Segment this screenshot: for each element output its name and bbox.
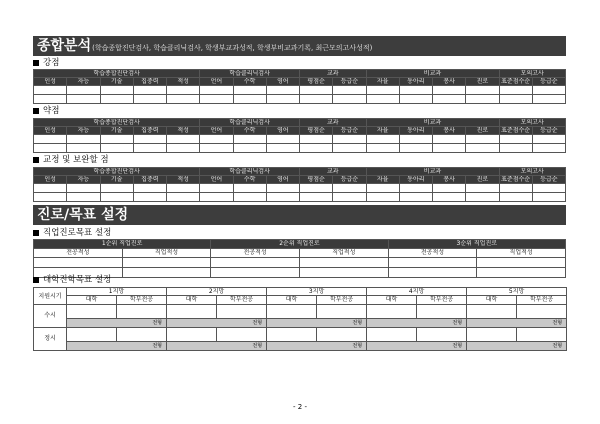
sub-header-cell: 학부전공 bbox=[217, 296, 267, 305]
correction-title: 교정 및 보완할 점 bbox=[43, 155, 109, 165]
group-header-cell: 교과 bbox=[300, 168, 367, 176]
column-header-cell: 동아리 bbox=[399, 127, 432, 135]
entry-cell[interactable] bbox=[532, 144, 565, 153]
entry-cell[interactable] bbox=[466, 135, 499, 144]
sub-header-cell: 대학 bbox=[67, 296, 117, 305]
period-label-cell: 수시 bbox=[34, 305, 67, 328]
entry-cell[interactable] bbox=[133, 193, 166, 202]
table-row bbox=[34, 184, 566, 193]
banner-title: 종합분석 bbox=[37, 38, 92, 54]
strength-heading bbox=[33, 58, 59, 68]
column-header-row bbox=[34, 127, 566, 135]
column-header-cell: 자능 bbox=[67, 78, 100, 86]
entry-cell[interactable] bbox=[233, 193, 266, 202]
table-row bbox=[34, 95, 566, 104]
entry-cell[interactable] bbox=[366, 193, 399, 202]
entry-cell[interactable] bbox=[466, 144, 499, 153]
entry-cell[interactable] bbox=[466, 95, 499, 104]
entry-cell[interactable] bbox=[300, 86, 333, 95]
admission-type-cell: 전형 bbox=[67, 342, 167, 351]
weakness-heading bbox=[33, 106, 59, 116]
entry-cell[interactable] bbox=[499, 144, 532, 153]
entry-cell[interactable] bbox=[467, 305, 517, 319]
column-header-cell: 집중력 bbox=[133, 127, 166, 135]
column-header-cell: 인성 bbox=[34, 176, 67, 184]
entry-cell[interactable] bbox=[200, 86, 233, 95]
entry-cell[interactable] bbox=[366, 86, 399, 95]
group-header-cell: 모의고사 bbox=[499, 119, 566, 127]
entry-cell[interactable] bbox=[299, 268, 388, 278]
column-header-cell: 동아리 bbox=[399, 78, 432, 86]
entry-cell[interactable] bbox=[366, 144, 399, 153]
entry-cell[interactable] bbox=[67, 135, 100, 144]
entry-cell[interactable] bbox=[477, 258, 566, 268]
entry-cell[interactable] bbox=[100, 86, 133, 95]
table-row bbox=[34, 258, 566, 268]
column-header-cell: 표준점수순 bbox=[499, 127, 532, 135]
entry-cell[interactable] bbox=[100, 95, 133, 104]
group-header-cell: 비교과 bbox=[366, 70, 499, 78]
admission-type-cell: 전형 bbox=[367, 319, 467, 328]
aptitude-header-cell: 직업적성 bbox=[122, 249, 211, 258]
group-header-cell: 학습클리닉검사 bbox=[200, 70, 300, 78]
entry-cell[interactable] bbox=[399, 144, 432, 153]
entry-cell[interactable] bbox=[211, 268, 300, 278]
entry-cell[interactable] bbox=[467, 328, 517, 342]
entry-cell[interactable] bbox=[167, 305, 217, 319]
column-header-cell: 등급순 bbox=[333, 78, 366, 86]
entry-cell[interactable] bbox=[34, 144, 67, 153]
admission-type-cell: 전형 bbox=[267, 342, 367, 351]
column-header-cell: 영어 bbox=[266, 176, 299, 184]
group-header-cell: 학습종합진단검사 bbox=[34, 70, 200, 78]
column-header-cell: 동아리 bbox=[399, 176, 432, 184]
entry-cell[interactable] bbox=[532, 86, 565, 95]
column-header-cell: 등급순 bbox=[333, 127, 366, 135]
entry-cell[interactable] bbox=[34, 193, 67, 202]
column-header-cell: 봉사 bbox=[433, 176, 466, 184]
column-header-cell: 평점순 bbox=[300, 78, 333, 86]
page-number: - 2 - bbox=[293, 403, 307, 411]
sub-header-cell: 학부전공 bbox=[417, 296, 467, 305]
entry-cell[interactable] bbox=[300, 184, 333, 193]
rank-header-row bbox=[34, 240, 566, 249]
entry-cell[interactable] bbox=[300, 95, 333, 104]
choice-header-cell: 5지망 bbox=[467, 288, 567, 296]
column-header-cell: 영어 bbox=[266, 78, 299, 86]
sub-header-cell: 대학 bbox=[367, 296, 417, 305]
entry-cell[interactable] bbox=[133, 86, 166, 95]
bullet-square-icon bbox=[33, 108, 39, 114]
entry-cell[interactable] bbox=[100, 184, 133, 193]
column-header-cell: 인성 bbox=[34, 78, 67, 86]
entry-cell[interactable] bbox=[167, 144, 200, 153]
entry-cell[interactable] bbox=[499, 193, 532, 202]
entry-cell[interactable] bbox=[100, 144, 133, 153]
column-header-cell: 진로 bbox=[466, 176, 499, 184]
admission-type-row bbox=[34, 319, 567, 328]
column-header-row bbox=[34, 176, 566, 184]
entry-cell[interactable] bbox=[167, 95, 200, 104]
entry-cell[interactable] bbox=[34, 184, 67, 193]
column-header-cell: 영어 bbox=[266, 127, 299, 135]
choice-header-cell: 2지망 bbox=[167, 288, 267, 296]
entry-cell[interactable] bbox=[399, 86, 432, 95]
entry-cell[interactable] bbox=[167, 86, 200, 95]
entry-cell[interactable] bbox=[267, 328, 317, 342]
university-goal-table bbox=[33, 287, 567, 351]
entry-cell[interactable] bbox=[133, 135, 166, 144]
entry-cell[interactable] bbox=[133, 144, 166, 153]
entry-cell[interactable] bbox=[477, 268, 566, 278]
entry-cell[interactable] bbox=[122, 258, 211, 268]
entry-cell[interactable] bbox=[133, 184, 166, 193]
entry-cell[interactable] bbox=[34, 258, 123, 268]
entry-cell[interactable] bbox=[100, 135, 133, 144]
column-header-cell: 자율 bbox=[366, 176, 399, 184]
university-goal-heading bbox=[33, 275, 111, 285]
table-row bbox=[34, 135, 566, 144]
column-header-cell: 인성 bbox=[34, 127, 67, 135]
admission-type-cell: 전형 bbox=[367, 342, 467, 351]
table-row bbox=[34, 86, 566, 95]
entry-cell[interactable] bbox=[366, 95, 399, 104]
entry-cell[interactable] bbox=[399, 135, 432, 144]
column-header-cell: 기술 bbox=[100, 78, 133, 86]
column-header-cell: 자능 bbox=[67, 127, 100, 135]
sub-header-row bbox=[34, 296, 567, 305]
aptitude-header-cell: 직업적성 bbox=[299, 249, 388, 258]
entry-cell[interactable] bbox=[67, 144, 100, 153]
correction-table bbox=[33, 167, 566, 202]
entry-cell[interactable] bbox=[167, 193, 200, 202]
weakness-title: 약점 bbox=[43, 106, 60, 116]
entry-cell[interactable] bbox=[217, 328, 267, 342]
entry-cell[interactable] bbox=[317, 305, 367, 319]
entry-cell[interactable] bbox=[532, 193, 565, 202]
strength-title: 강점 bbox=[43, 58, 60, 68]
column-header-cell: 등급순 bbox=[532, 176, 565, 184]
entry-cell[interactable] bbox=[34, 135, 67, 144]
choice-header-cell: 4지망 bbox=[367, 288, 467, 296]
column-header-cell: 수학 bbox=[233, 78, 266, 86]
entry-cell[interactable] bbox=[211, 258, 300, 268]
group-header-cell: 모의고사 bbox=[499, 168, 566, 176]
entry-cell[interactable] bbox=[333, 144, 366, 153]
rank-header-cell: 3순위 직업진로 bbox=[388, 240, 565, 249]
aptitude-header-row bbox=[34, 249, 566, 258]
entry-cell[interactable] bbox=[532, 184, 565, 193]
bullet-square-icon bbox=[33, 157, 39, 163]
entry-cell[interactable] bbox=[217, 305, 267, 319]
sub-header-cell: 학부전공 bbox=[117, 296, 167, 305]
entry-cell[interactable] bbox=[266, 86, 299, 95]
column-header-cell: 자능 bbox=[67, 176, 100, 184]
entry-cell[interactable] bbox=[266, 95, 299, 104]
sub-header-cell: 대학 bbox=[267, 296, 317, 305]
entry-cell[interactable] bbox=[300, 144, 333, 153]
entry-cell[interactable] bbox=[517, 305, 567, 319]
entry-cell[interactable] bbox=[117, 305, 167, 319]
admission-type-cell: 전형 bbox=[267, 319, 367, 328]
period-header-cell: 지원시기 bbox=[34, 288, 67, 305]
group-header-cell: 모의고사 bbox=[499, 70, 566, 78]
table-row bbox=[34, 328, 567, 342]
entry-cell[interactable] bbox=[167, 184, 200, 193]
entry-cell[interactable] bbox=[367, 328, 417, 342]
admission-type-cell: 전형 bbox=[67, 319, 167, 328]
entry-cell[interactable] bbox=[267, 305, 317, 319]
entry-cell[interactable] bbox=[34, 86, 67, 95]
column-header-cell: 언어 bbox=[200, 78, 233, 86]
entry-cell[interactable] bbox=[532, 135, 565, 144]
choice-header-cell: 3지망 bbox=[267, 288, 367, 296]
group-header-cell: 비교과 bbox=[366, 168, 499, 176]
column-header-cell: 등급순 bbox=[532, 127, 565, 135]
group-header-cell: 비교과 bbox=[366, 119, 499, 127]
entry-cell[interactable] bbox=[67, 86, 100, 95]
admission-type-cell: 전형 bbox=[167, 319, 267, 328]
career-goal-banner bbox=[33, 205, 566, 225]
entry-cell[interactable] bbox=[499, 95, 532, 104]
entry-cell[interactable] bbox=[367, 305, 417, 319]
strength-table bbox=[33, 69, 566, 104]
entry-cell[interactable] bbox=[133, 95, 166, 104]
column-header-cell: 자율 bbox=[366, 127, 399, 135]
entry-cell[interactable] bbox=[67, 193, 100, 202]
entry-cell[interactable] bbox=[366, 184, 399, 193]
group-header-cell: 학습종합진단검사 bbox=[34, 119, 200, 127]
entry-cell[interactable] bbox=[117, 328, 167, 342]
sub-header-cell: 학부전공 bbox=[517, 296, 567, 305]
entry-cell[interactable] bbox=[466, 193, 499, 202]
column-header-cell: 언어 bbox=[200, 127, 233, 135]
entry-cell[interactable] bbox=[388, 258, 477, 268]
bullet-square-icon bbox=[33, 230, 39, 236]
entry-cell[interactable] bbox=[499, 184, 532, 193]
admission-type-cell: 전형 bbox=[467, 319, 567, 328]
entry-cell[interactable] bbox=[67, 95, 100, 104]
career-goal-title: 직업진로목표 설정 bbox=[43, 228, 112, 238]
entry-cell[interactable] bbox=[333, 135, 366, 144]
entry-cell[interactable] bbox=[200, 135, 233, 144]
entry-cell[interactable] bbox=[233, 86, 266, 95]
column-header-cell: 진로 bbox=[466, 78, 499, 86]
entry-cell[interactable] bbox=[300, 193, 333, 202]
column-header-cell: 적성 bbox=[167, 127, 200, 135]
table-row bbox=[34, 193, 566, 202]
entry-cell[interactable] bbox=[67, 184, 100, 193]
admission-type-cell: 전형 bbox=[167, 342, 267, 351]
group-header-cell: 학습종합진단검사 bbox=[34, 168, 200, 176]
column-header-cell: 수학 bbox=[233, 127, 266, 135]
entry-cell[interactable] bbox=[417, 305, 467, 319]
sub-header-cell: 대학 bbox=[167, 296, 217, 305]
column-header-cell: 평점순 bbox=[300, 176, 333, 184]
entry-cell[interactable] bbox=[517, 328, 567, 342]
entry-cell[interactable] bbox=[433, 144, 466, 153]
comprehensive-analysis-banner bbox=[33, 36, 566, 56]
entry-cell[interactable] bbox=[433, 135, 466, 144]
university-goal-title: 대학진학목표 설정 bbox=[43, 275, 112, 285]
aptitude-header-cell: 전공적성 bbox=[388, 249, 477, 258]
choice-header-row bbox=[34, 288, 567, 296]
column-header-cell: 기술 bbox=[100, 176, 133, 184]
weakness-table bbox=[33, 118, 566, 153]
aptitude-header-cell: 직업적성 bbox=[477, 249, 566, 258]
aptitude-header-cell: 전공적성 bbox=[211, 249, 300, 258]
column-header-cell: 수학 bbox=[233, 176, 266, 184]
entry-cell[interactable] bbox=[499, 86, 532, 95]
group-header-row bbox=[34, 119, 566, 127]
entry-cell[interactable] bbox=[200, 184, 233, 193]
column-header-cell: 기술 bbox=[100, 127, 133, 135]
entry-cell[interactable] bbox=[532, 95, 565, 104]
column-header-cell: 언어 bbox=[200, 176, 233, 184]
column-header-cell: 등급순 bbox=[532, 78, 565, 86]
table-row bbox=[34, 144, 566, 153]
entry-cell[interactable] bbox=[433, 193, 466, 202]
entry-cell[interactable] bbox=[366, 135, 399, 144]
group-header-row bbox=[34, 168, 566, 176]
column-header-cell: 진로 bbox=[466, 127, 499, 135]
entry-cell[interactable] bbox=[333, 184, 366, 193]
rank-header-cell: 2순위 직업진로 bbox=[211, 240, 388, 249]
entry-cell[interactable] bbox=[233, 184, 266, 193]
entry-cell[interactable] bbox=[466, 86, 499, 95]
entry-cell[interactable] bbox=[300, 135, 333, 144]
group-header-cell: 교과 bbox=[300, 119, 367, 127]
rank-header-cell: 1순위 직업진로 bbox=[34, 240, 211, 249]
entry-cell[interactable] bbox=[122, 268, 211, 278]
entry-cell[interactable] bbox=[399, 95, 432, 104]
column-header-cell: 집중력 bbox=[133, 176, 166, 184]
table-row bbox=[34, 268, 566, 278]
entry-cell[interactable] bbox=[299, 258, 388, 268]
entry-cell[interactable] bbox=[266, 193, 299, 202]
entry-cell[interactable] bbox=[266, 184, 299, 193]
entry-cell[interactable] bbox=[433, 95, 466, 104]
entry-cell[interactable] bbox=[167, 135, 200, 144]
entry-cell[interactable] bbox=[167, 328, 217, 342]
choice-header-cell: 1지망 bbox=[67, 288, 167, 296]
entry-cell[interactable] bbox=[200, 193, 233, 202]
entry-cell[interactable] bbox=[388, 268, 477, 278]
entry-cell[interactable] bbox=[399, 193, 432, 202]
entry-cell[interactable] bbox=[67, 328, 117, 342]
entry-cell[interactable] bbox=[417, 328, 467, 342]
entry-cell[interactable] bbox=[34, 95, 67, 104]
banner-subtitle: (학습종합진단검사, 학습클리닉검사, 학생부교과성적, 학생부비교과기록, 최근모의고사성적) bbox=[92, 44, 373, 52]
column-header-cell: 적성 bbox=[167, 176, 200, 184]
entry-cell[interactable] bbox=[317, 328, 367, 342]
entry-cell[interactable] bbox=[233, 95, 266, 104]
sub-header-cell: 학부전공 bbox=[317, 296, 367, 305]
column-header-cell: 봉사 bbox=[433, 127, 466, 135]
entry-cell[interactable] bbox=[466, 184, 499, 193]
entry-cell[interactable] bbox=[499, 135, 532, 144]
banner-title: 진로/목표 설정 bbox=[37, 207, 129, 223]
group-header-cell: 학습클리닉검사 bbox=[200, 119, 300, 127]
aptitude-header-cell: 전공적성 bbox=[34, 249, 123, 258]
bullet-square-icon bbox=[33, 277, 39, 283]
entry-cell[interactable] bbox=[266, 144, 299, 153]
column-header-cell: 표준점수순 bbox=[499, 176, 532, 184]
table-row bbox=[34, 305, 567, 319]
admission-type-row bbox=[34, 342, 567, 351]
column-header-cell: 집중력 bbox=[133, 78, 166, 86]
group-header-row bbox=[34, 70, 566, 78]
column-header-cell: 평점순 bbox=[300, 127, 333, 135]
entry-cell[interactable] bbox=[433, 86, 466, 95]
entry-cell[interactable] bbox=[200, 95, 233, 104]
entry-cell[interactable] bbox=[233, 135, 266, 144]
entry-cell[interactable] bbox=[67, 305, 117, 319]
entry-cell[interactable] bbox=[266, 135, 299, 144]
entry-cell[interactable] bbox=[100, 193, 133, 202]
column-header-cell: 적성 bbox=[167, 78, 200, 86]
career-goal-table bbox=[33, 239, 566, 278]
column-header-cell: 등급순 bbox=[333, 176, 366, 184]
entry-cell[interactable] bbox=[333, 95, 366, 104]
entry-cell[interactable] bbox=[200, 144, 233, 153]
bullet-square-icon bbox=[33, 60, 39, 66]
entry-cell[interactable] bbox=[233, 144, 266, 153]
sub-header-cell: 대학 bbox=[467, 296, 517, 305]
entry-cell[interactable] bbox=[399, 184, 432, 193]
entry-cell[interactable] bbox=[333, 86, 366, 95]
correction-heading bbox=[33, 155, 109, 165]
entry-cell[interactable] bbox=[433, 184, 466, 193]
column-header-cell: 봉사 bbox=[433, 78, 466, 86]
column-header-cell: 자율 bbox=[366, 78, 399, 86]
column-header-cell: 표준점수순 bbox=[499, 78, 532, 86]
period-label-cell: 정시 bbox=[34, 328, 67, 351]
admission-type-cell: 전형 bbox=[467, 342, 567, 351]
entry-cell[interactable] bbox=[333, 193, 366, 202]
group-header-cell: 교과 bbox=[300, 70, 367, 78]
group-header-cell: 학습클리닉검사 bbox=[200, 168, 300, 176]
column-header-row bbox=[34, 78, 566, 86]
career-goal-heading bbox=[33, 228, 111, 238]
